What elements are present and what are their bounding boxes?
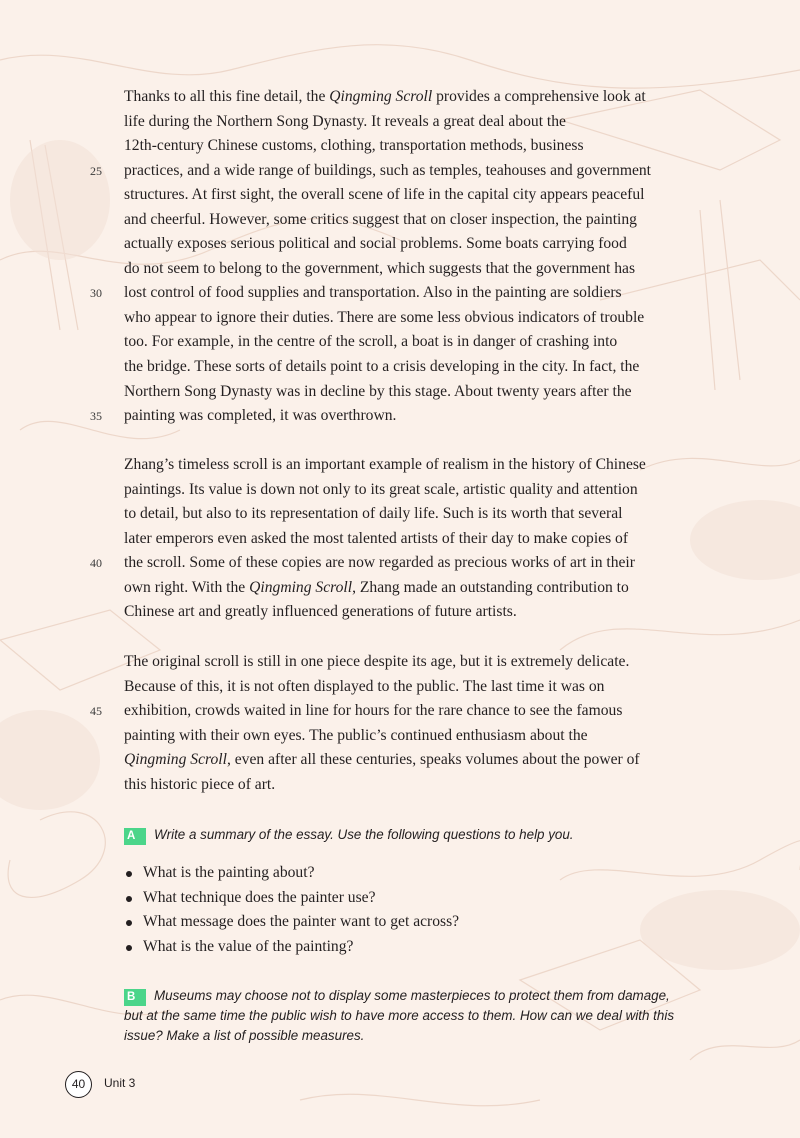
- essay-paragraph-2: [90, 453, 704, 625]
- essay-text: painting was completed, it was overthrown.: [124, 407, 397, 425]
- essay-line: [124, 183, 704, 208]
- essay-line: [90, 699, 704, 724]
- essay-line: [124, 748, 704, 773]
- task-a: [124, 825, 704, 845]
- essay-line: [124, 110, 704, 135]
- line-number: 40: [90, 556, 102, 571]
- essay-line: [90, 159, 704, 184]
- list-item: What is the painting about?: [124, 861, 459, 886]
- task-a-instruction: Write a summary of the essay. Use the following questions to help you.: [154, 827, 574, 842]
- essay-line: [124, 600, 704, 625]
- bullet-icon: [126, 945, 132, 951]
- task-b: [124, 986, 704, 1046]
- bullet-icon: [126, 896, 132, 902]
- essay-paragraph-3: [90, 650, 704, 797]
- essay-text: structures. At first sight, the overall scene of life in the capital city appears peaceful: [124, 186, 645, 204]
- essay-text: later emperors even asked the most talented artists of their day to make copies of: [124, 529, 629, 547]
- essay-line: [124, 453, 704, 478]
- essay-line: [124, 257, 704, 282]
- list-item: What is the value of the painting?: [124, 935, 459, 960]
- essay-paragraph-1: [90, 85, 704, 429]
- essay-text: , even after all these centuries, speaks volumes about the power of: [226, 751, 640, 769]
- essay-text: do not seem to belong to the government, which suggests that the government has: [124, 259, 636, 277]
- essay-line: [124, 134, 704, 159]
- essay-line: [124, 330, 704, 355]
- italic-title: Qingming Scroll: [249, 578, 353, 596]
- essay-text: Zhang’s timeless scroll is an important example of realism in the history of Chinese: [124, 456, 646, 473]
- line-number: 30: [90, 286, 102, 301]
- essay-text: practices, and a wide range of buildings, such as temples, teahouses and government: [124, 161, 651, 179]
- essay-line: [124, 773, 704, 798]
- essay-text: 12th-century Chinese customs, clothing, transportation methods, business: [124, 137, 584, 155]
- list-item: What technique does the painter use?: [124, 886, 459, 911]
- essay-line: [124, 724, 704, 749]
- essay-line: [90, 404, 704, 429]
- essay-text: life during the Northern Song Dynasty. It reveals a great deal about the: [124, 112, 566, 130]
- essay-text: the bridge. These sorts of details point to a crisis developing in the city. In fact, the: [124, 358, 640, 376]
- essay-line: [124, 380, 704, 405]
- line-number: 35: [90, 409, 102, 424]
- italic-title: Qingming Scroll: [329, 88, 433, 105]
- task-b-line: but at the same time the public wish to have more access to them. How can we deal with this: [124, 1008, 675, 1023]
- essay-text: lost control of food supplies and transportation. Also in the painting are soldiers: [124, 284, 622, 302]
- essay-line: [124, 527, 704, 552]
- task-a-badge: A: [124, 828, 146, 845]
- essay-text: Because of this, it is not often displayed to the public. The last time it was on: [124, 677, 605, 695]
- essay-text: The original scroll is still in one piece despite its age, but it is extremely delicate.: [124, 653, 630, 670]
- essay-text: this historic piece of art.: [124, 775, 276, 793]
- line-number: 25: [90, 163, 102, 178]
- essay-text: exhibition, crowds waited in line for hours for the rare chance to see the famous: [124, 702, 623, 720]
- italic-title: Qingming Scroll: [124, 751, 227, 769]
- essay-text: painting with their own eyes. The public’s continued enthusiasm about the: [124, 726, 588, 744]
- essay-line: [124, 650, 704, 675]
- essay-line: [124, 85, 704, 110]
- essay-text: the scroll. Some of these copies are now regarded as precious works of art in their: [124, 554, 635, 572]
- essay-line: [124, 208, 704, 233]
- essay-text: who appear to ignore their duties. There are some less obvious indicators of trouble: [124, 308, 645, 326]
- essay-text: actually exposes serious political and social problems. Some boats carrying food: [124, 235, 627, 253]
- list-item: What message does the painter want to get across?: [124, 910, 459, 935]
- essay-text: Chinese art and greatly influenced generations of future artists.: [124, 603, 517, 621]
- essay-text: too. For example, in the centre of the scroll, a boat is in danger of crashing into: [124, 333, 618, 351]
- essay-line: [124, 232, 704, 257]
- line-number: 45: [90, 704, 102, 719]
- essay-text: Northern Song Dynasty was in decline by this stage. About twenty years after the: [124, 382, 632, 400]
- essay-line: [90, 551, 704, 576]
- essay-text: provides a comprehensive look at: [432, 88, 646, 105]
- essay-line: [124, 306, 704, 331]
- essay-line: [90, 281, 704, 306]
- essay-text: own right. With the: [124, 578, 250, 596]
- bullet-icon: [126, 920, 132, 926]
- unit-label: Unit 3: [104, 1076, 136, 1090]
- task-b-line: Museums may choose not to display some masterpieces to protect them from damage,: [154, 988, 670, 1003]
- essay-text: paintings. Its value is down not only to its great scale, artistic quality and attention: [124, 480, 638, 498]
- essay-line: [124, 478, 704, 503]
- essay-line: [124, 675, 704, 700]
- task-b-line: issue? Make a list of possible measures.: [124, 1028, 365, 1043]
- question-list: [124, 861, 459, 959]
- essay-text: , Zhang made an outstanding contribution to: [352, 578, 629, 596]
- bullet-icon: [126, 871, 132, 877]
- essay-text: to detail, but also to its representation of daily life. Such is its worth that several: [124, 505, 623, 523]
- essay-line: [124, 355, 704, 380]
- essay-line: [124, 502, 704, 527]
- essay-text: Thanks to all this fine detail, the: [124, 88, 330, 105]
- page-number: 40: [65, 1071, 92, 1098]
- essay-line: [124, 576, 704, 601]
- task-b-badge: B: [124, 989, 146, 1006]
- essay-text: and cheerful. However, some critics suggest that on closer inspection, the painting: [124, 210, 637, 228]
